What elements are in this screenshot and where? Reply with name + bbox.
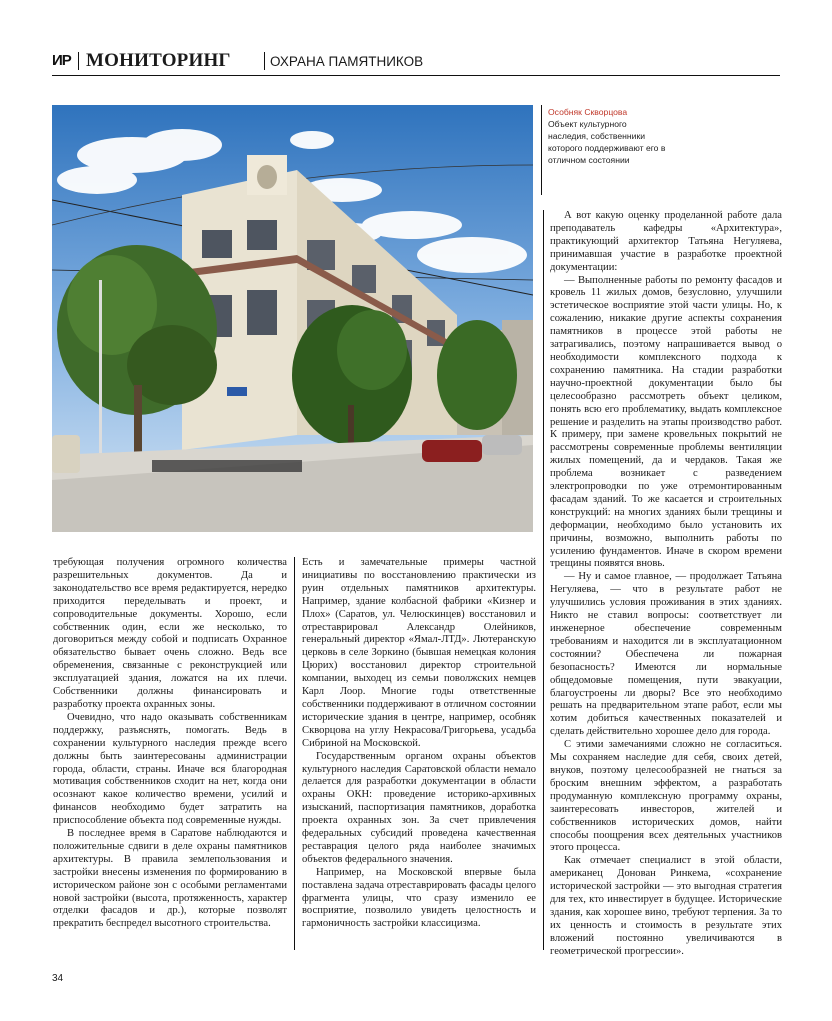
section-subtitle: ОХРАНА ПАМЯТНИКОВ [270,54,424,69]
building-photo [52,105,533,532]
paragraph: С этими замечаниями сложно не согласиться. Мы сохраняем наследие для себя, своих детей, внуков, поэтому целесообразней не гнаться за броским внешним эффектом, а разработать продуманную комплексную программу охраны, заинтересовать инвесторов, жителей и собственников исторических домов, найти способы поощрения всех деятельных участников этого процесса. [550,739,782,854]
photo-building-icon [52,105,533,532]
paragraph: Как отмечает специалист в этой области, американец Донован Ринкема, «сохранение исторической застройки — это выгодная стратегия для тех, кто инвестирует в будущее. Исторические здания, как хорошее вино, требуют терпения. За то их ценность и стоимость в результате этих вложений постоянно увеличиваются в геометрической прогрессии». [550,855,782,957]
photo-caption [548,106,668,166]
paragraph: — Выполненные работы по ремонту фасадов и кровель 11 жилых домов, безусловно, улучшили эстетическое восприятие этой части улицы. Но, к сожалению, никакие другие аспекты сохранения памятников в процессе этой работы не затрагивались, поэтому напрашивается вывод о необходимости комплексного подхода к сохранению памятника. На стадии разработки научно-проектной документации было бы целесообразно рассмотреть объект целиком, понять всю его проблематику, выдать комплексное решение и разделить на этапы производство работ. К примеру, при замене кровельных покрытий не рассмотрены современные проблемы вентиляции жилых помещений, да и чердаков. Такая же проблема возникает с разведением электропроводки по уже отремонтированным фасадам зданий. То же касается и строительных конструкций: на многих зданиях были трещины и деформации, необходимо было установить их причины, возможно, выполнить работы по усилению фундаментов. Иначе в скором времени трещины появятся вновь. [550,274,782,570]
page-number: 34 [52,973,64,984]
paragraph: Например, на Московской впервые была поставлена задача отреставрировать фасады целого фрагмента улицы, что сразу изменило ее восприятие, позволило увидеть целостность и гармоничность застройки классицизма. [302,866,536,930]
page-header [52,50,780,76]
caption-text: Объект культурного наследия, собственники которого поддерживают его в отличном состоянии [548,119,666,165]
paragraph: — Ну и самое главное, — продолжает Татьяна Негуляева, — что в результате работ не улучшились условия проживания в этих зданиях. Никто не ставил вопросы: соответствует ли инженерное обеспечение современным требованиям и находится ли в эксплуатационном состоянии? Обеспечена ли пожарная безопасность? Имеются ли нормальные общедомовые помещения, пути эвакуации, благоустроены ли дворы? Все это необходимо решать на предварительном этапе работ, если мы хотим добиться качественных показателей и сделать действительно хорошее дело для города. [550,571,782,738]
column-divider [543,210,544,950]
article-column-2 [302,557,536,931]
paragraph: Государственным органом охраны объектов культурного наследия Саратовской области немало делается для разработки документации в области охраны ОКН: проведение историко-архивных изысканий, паспортизация памятников, доработка проекта охранных зон. За счет привлечения федеральных субсидий проведена качественная реставрация целого ряда наиболее значимых объектов федерального значения. [302,750,536,865]
section-title: МОНИТОРИНГ [86,50,231,71]
article-column-3 [550,210,782,959]
magazine-logo: ИР [52,52,71,69]
header-rule [52,75,780,76]
header-divider [264,52,265,70]
caption-title: Особняк Скворцова [548,107,628,117]
paragraph: Очевидно, что надо оказывать собственникам поддержку, разъяснять, помогать. Ведь в сохранении культурного наследия прежде всего должны быть заинтересованы администрации города, области, страны. Иначе вся благородная мотивация собственников сходит на нет, когда они осознают какое количество времени, усилий и финансов необходимо будет затратить на приспособление объекта под современные нужды. [53,711,287,827]
paragraph: Есть и замечательные примеры частной инициативы по восстановлению практически из руин отдельных памятников архитектуры. Например, здание колбасной фабрики «Кизнер и Плох» (Саратов, ул. Челюскинцев) восстановил и отреставрировал Александр Олейников, генеральный директор «Ямал-ЛТД». Лютеранскую церковь в селе Зоркино (бывшая немецкая колония Цюрих) восстановил директор строительной компании, выходец из семьи поволжских немцев Карл Лоор. Многие годы ответственные собственники поддерживают в отличном состоянии исторические здания в центре, например, особняк Скворцова на углу Некрасова/Григорьева, усадьба Сибриной на Московской. [302,557,536,749]
paragraph: В последнее время в Саратове наблюдаются и положительные сдвиги в деле охраны памятников архитектуры. В правила землепользования и застройки внесены изменения по формированию в историческом районе зон с особыми регламентами новой застройки (высота, протяженность, характер отделки фасадов и др.), которые позволят прекратить беспредел высотного строительства. [53,828,287,930]
caption-divider [541,105,542,195]
paragraph: А вот какую оценку проделанной работе дала преподаватель кафедры «Архитектура», практикующий архитектор Татьяна Негуляева, принимавшая участие в разработке проектной документации: [550,210,782,273]
header-divider [78,52,79,70]
article-column-1 [53,557,287,931]
paragraph: требующая получения огромного количества разрешительных документов. Да и законодательство все время редактируется, нередко приходится переделывать и проект, и сопроводительные документы. Хорошо, если собственник один, если же несколько, то договориться между собой и подписать Охранное обязательство бывает очень сложно. Ведь все обременения, связанные с реконструкцией или эксплуатацией здания, ложатся на их плечи. Собственники должны финансировать и разработку проекта охранных зоны. [53,557,287,710]
column-divider [294,557,295,950]
